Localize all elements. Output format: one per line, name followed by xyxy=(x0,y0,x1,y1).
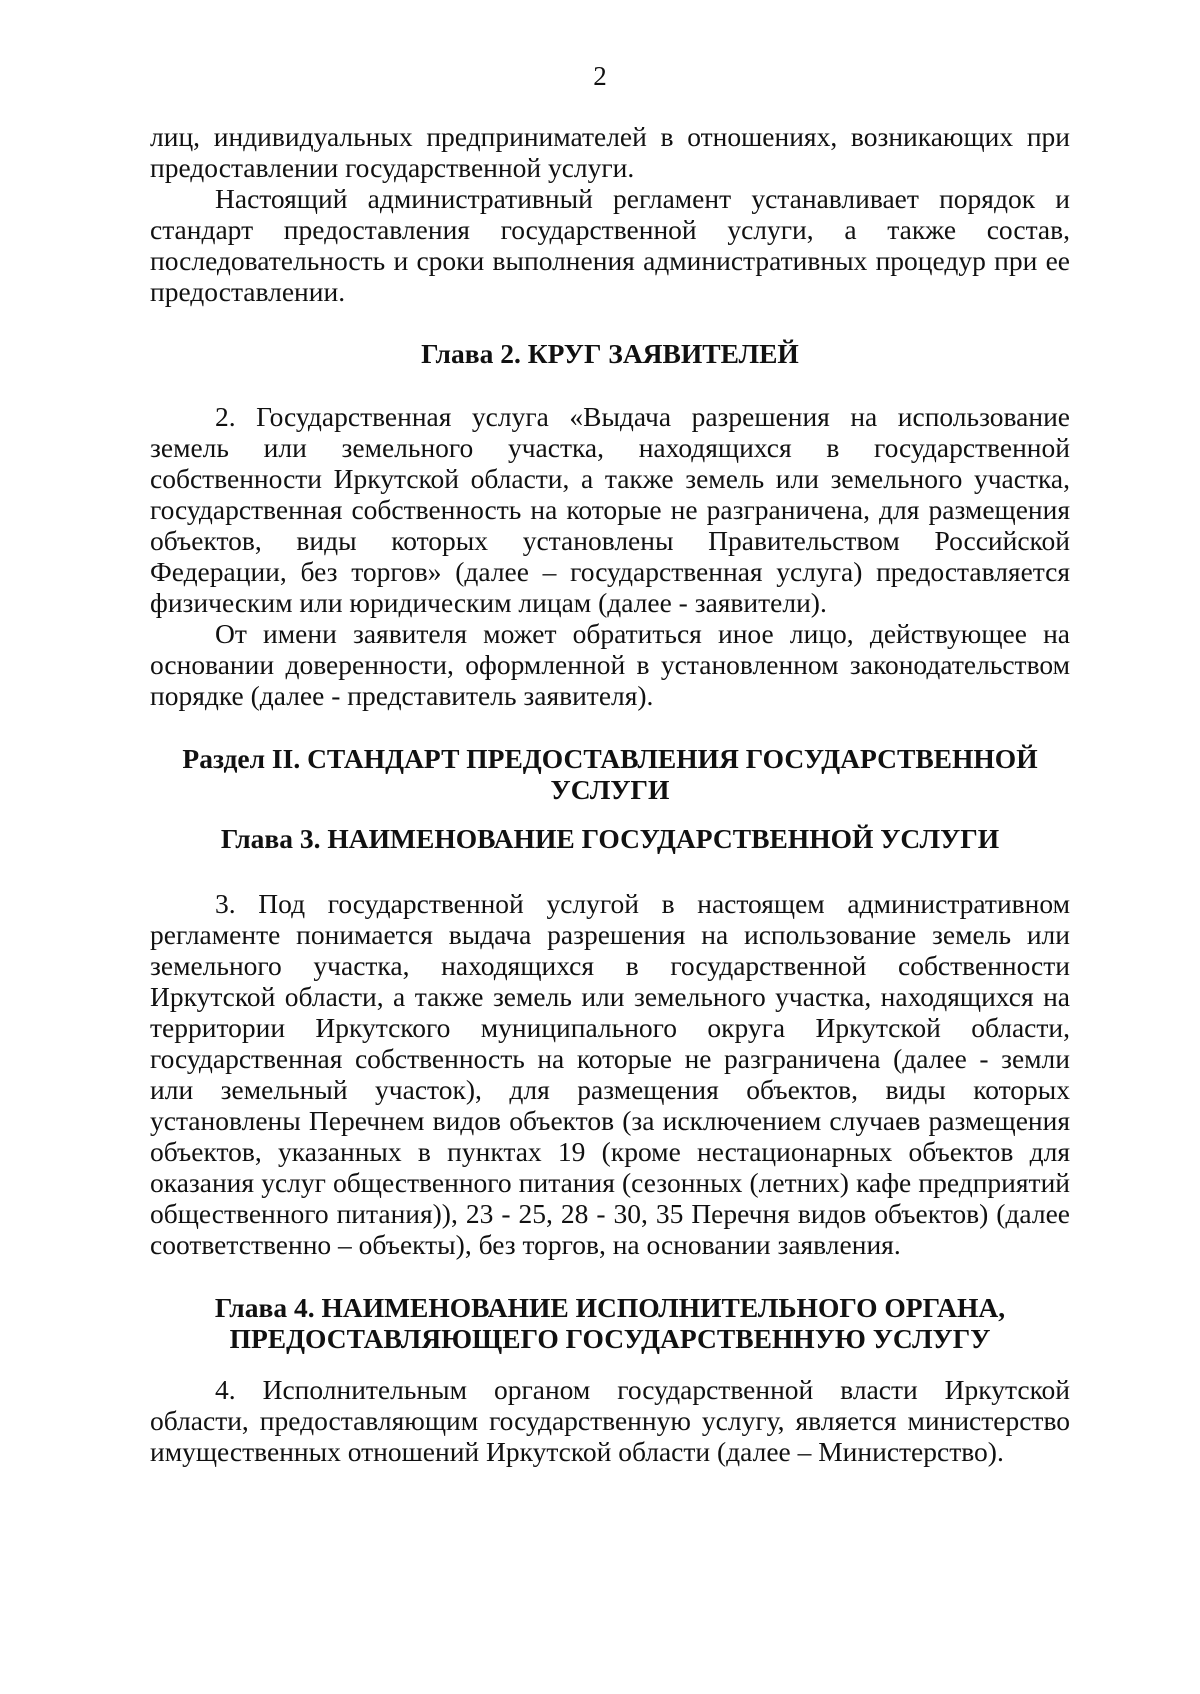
chapter-4-heading-line-2: ПРЕДОСТАВЛЯЮЩЕГО ГОСУДАРСТВЕННУЮ УСЛУГУ xyxy=(229,1323,991,1354)
paragraph-item-4: 4. Исполнительным органом государственной власти Иркутской области, предоставляющим государственную услугу, является министерство имущественных отношений Иркутской области (далее – Министерство). xyxy=(150,1374,1070,1467)
chapter-2-heading: Глава 2. КРУГ ЗАЯВИТЕЛЕЙ xyxy=(421,338,799,369)
chapter-4-heading-line-1: Глава 4. НАИМЕНОВАНИЕ ИСПОЛНИТЕЛЬНОГО ОРГАНА, xyxy=(214,1292,1006,1323)
paragraph-representative: От имени заявителя может обратиться иное лицо, действующее на основании доверенности, оформленной в установленном законодательством порядке (далее - представитель заявителя). xyxy=(150,618,1070,711)
section-2-heading-line-2: УСЛУГИ xyxy=(550,774,670,805)
paragraph-regulation-scope: Настоящий административный регламент устанавливает порядок и стандарт предоставления государственной услуги, а также состав, последовательность и сроки выполнения административных процедур при ее предоставлении. xyxy=(150,183,1070,307)
chapter-4-heading xyxy=(150,1292,1070,1354)
document-body xyxy=(150,121,1070,1467)
paragraph-item-3: 3. Под государственной услугой в настоящем административном регламенте понимается выдача разрешения на использование земель или земельного участка, находящихся в государственной собственности Иркутской области, а также земель или земельного участка, находящихся на территории Иркутского муниципального округа Иркутской области, государственная собственность на которые не разграничена (далее - земли или земельный участок), для размещения объектов, виды которых установлены Перечнем видов объектов (за исключением случаев размещения объектов, указанных в пунктах 19 (кроме нестационарных объектов для оказания услуг общественного питания (сезонных (летних) кафе предприятий общественного питания)), 23 - 25, 28 - 30, 35 Перечня видов объектов) (далее соответственно – объекты), без торгов, на основании заявления. xyxy=(150,888,1070,1260)
paragraph-continuation: лиц, индивидуальных предпринимателей в отношениях, возникающих при предоставлении государственной услуги. xyxy=(150,121,1070,183)
section-2-heading xyxy=(150,743,1070,805)
chapter-3-heading: Глава 3. НАИМЕНОВАНИЕ ГОСУДАРСТВЕННОЙ УСЛУГИ xyxy=(220,823,1000,854)
paragraph-item-2: 2. Государственная услуга «Выдача разрешения на использование земель или земельного участка, находящихся в государственной собственности Иркутской области, а также земель или земельного участка, государственная собственность на которые не разграничена, для размещения объектов, виды которых установлены Правительством Российской Федерации, без торгов» (далее – государственная услуга) предоставляется физическим или юридическим лицам (далее - заявители). xyxy=(150,401,1070,618)
page-number: 2 xyxy=(593,61,607,91)
section-2-heading-line-1: Раздел II. СТАНДАРТ ПРЕДОСТАВЛЕНИЯ ГОСУДАРСТВЕННОЙ xyxy=(182,743,1038,774)
